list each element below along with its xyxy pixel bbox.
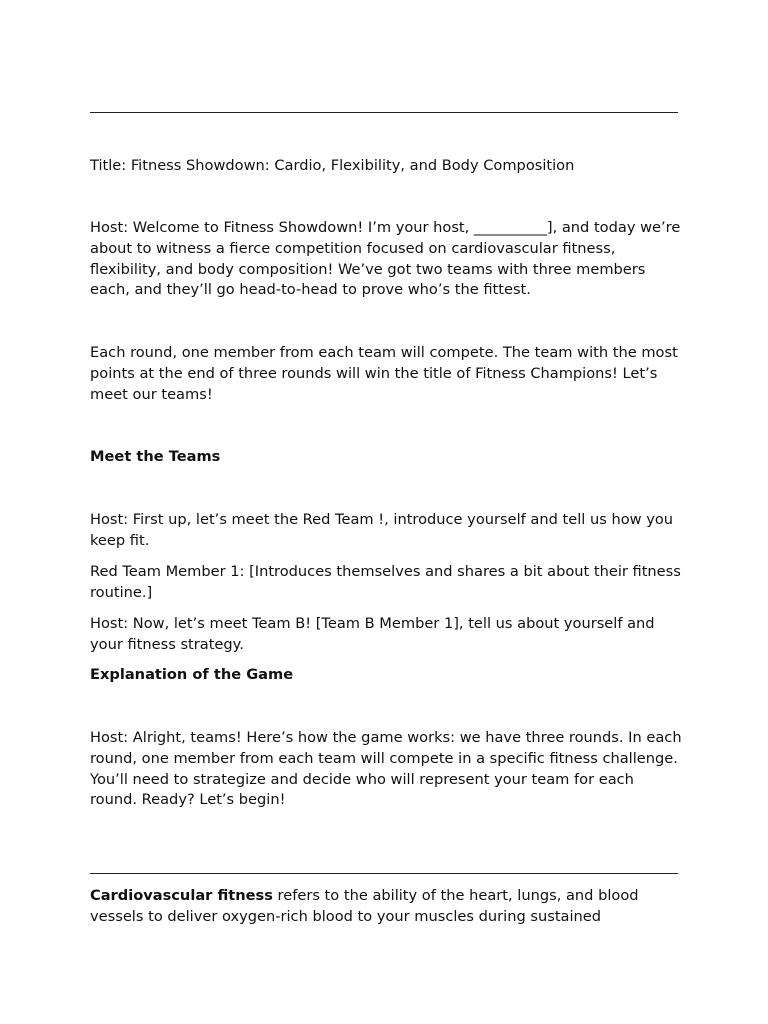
meet-teams-heading: Meet the Teams [90,448,221,465]
cardio-term: Cardiovascular fitness [90,887,273,904]
red-team-member: Red Team Member 1: [Introduces themselves and shares a bit about their fitness routine.] [90,563,681,601]
bottom-divider [90,873,678,874]
document-page [90,0,682,1024]
intro-paragraph: Host: Welcome to Fitness Showdown! I’m your host, __________], and today we’re about to witness a fierce competition focused on cardiovascular fitness, flexibility, and body composition! We’ve got two teams with three members each, and they’ll go head-to-head to prove who’s the fittest. [90,219,681,299]
red-team-intro: Host: First up, let’s meet the Red Team !, introduce yourself and tell us how you keep fit. [90,511,674,549]
rules-paragraph: Each round, one member from each team will compete. The team with the most points at the end of three rounds will win the title of Fitness Champions! Let’s meet our teams! [90,344,678,403]
team-b-intro: Host: Now, let’s meet Team B! [Team B Member 1], tell us about yourself and your fitness strategy. [90,615,655,653]
game-explanation: Host: Alright, teams! Here’s how the game works: we have three rounds. In each round, one member from each team will compete in a specific fitness challenge. You’ll need to strategize and decide who will represent your team for each round. Ready? Let’s begin! [90,729,682,809]
explanation-heading: Explanation of the Game [90,666,294,683]
cardio-definition: refers to the ability of the heart, lungs, and blood vessels to deliver oxygen-rich blood to your muscles during sustained [90,887,639,925]
top-divider [90,112,678,113]
cardio-definition-paragraph [90,886,682,928]
document-title: Title: Fitness Showdown: Cardio, Flexibility, and Body Composition [90,157,575,174]
